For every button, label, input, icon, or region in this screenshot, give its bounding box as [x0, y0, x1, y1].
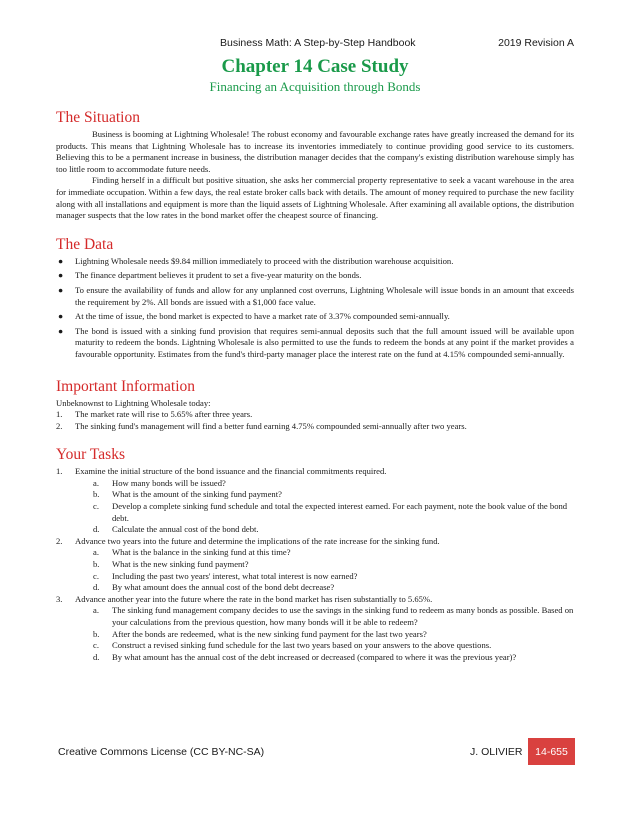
list-item	[56, 311, 574, 323]
bullet-icon: ●	[58, 255, 64, 266]
subtask-letter: a.	[93, 477, 99, 488]
subtask-letter: d.	[93, 651, 100, 662]
list-item-text: At the time of issue, the bond market is expected to have a market rate of 3.37% compounded semi-annually.	[75, 311, 450, 322]
list-item	[56, 409, 574, 421]
subtask-letter: a.	[93, 605, 99, 616]
list-item	[56, 326, 574, 361]
subtask-item	[93, 652, 574, 664]
running-header-book-title: Business Math: A Step-by-Step Handbook	[220, 37, 416, 49]
subtask-text: What is the amount of the sinking fund payment?	[112, 489, 282, 500]
item-number: 2.	[56, 535, 63, 546]
subtask-item	[93, 524, 574, 536]
list-item	[56, 285, 574, 308]
subtask-list	[75, 547, 574, 593]
subtask-letter: c.	[93, 640, 99, 651]
subtask-letter: b.	[93, 489, 100, 500]
subtask-letter: b.	[93, 628, 100, 639]
subtask-item	[93, 547, 574, 559]
subtask-letter: c.	[93, 501, 99, 512]
list-item	[56, 256, 574, 268]
subtask-letter: c.	[93, 570, 99, 581]
subtask-text: What is the balance in the sinking fund at this time?	[112, 547, 291, 558]
task-text: Advance another year into the future where the rate in the bond market has risen substantially to 5.65%.	[75, 593, 433, 604]
task-text: Examine the initial structure of the bond issuance and the financial commitments required.	[75, 466, 387, 477]
situation-heading: The Situation	[56, 109, 140, 126]
footer-author: J. OLIVIER	[470, 746, 523, 758]
item-number: 1.	[56, 466, 63, 477]
item-number: 2.	[56, 420, 63, 431]
subtask-letter: d.	[93, 582, 100, 593]
situation-paragraph-1: Business is booming at Lightning Wholesale! The robust economy and favourable exchange rates have greatly increased the demand for its products. This means that Lightning Wholesale has to increase its inventories immediately to continue providing good service to its customers. Believing this to be a permanent increase in business, the distribution manager decides that the company's existing distribution warehouse simply has too little room to accommodate future needs.	[56, 129, 574, 174]
document-body	[56, 105, 574, 663]
list-item-text: The market rate will rise to 5.65% after three years.	[75, 409, 253, 420]
tasks-list	[56, 466, 574, 663]
list-item	[56, 270, 574, 282]
list-item-text: The bond is issued with a sinking fund provision that requires semi-annual deposits such that the full amount issued will be available upon maturity to redeem the bonds. Lightning Wholesale is also permitted to use the funds to redeem the bonds at any point if the market provides a favourable opportunity. Estimates from the fund's third-party manager place the interest rate on the fund at 4.15% compounded semi-annually.	[75, 325, 574, 359]
data-bullet-list	[56, 256, 574, 361]
bullet-icon: ●	[58, 311, 64, 322]
bullet-icon: ●	[58, 270, 64, 281]
subtask-item	[93, 559, 574, 571]
subtask-item	[93, 629, 574, 641]
subtask-item	[93, 501, 574, 524]
bullet-icon: ●	[58, 284, 64, 295]
important-list	[56, 409, 574, 432]
subtask-item	[93, 478, 574, 490]
subtask-text: By what amount has the annual cost of the debt increased or decreased (compared to where it was the previous year)?	[112, 651, 517, 662]
important-heading: Important Information	[56, 377, 196, 395]
subtask-item	[93, 640, 574, 652]
list-item-text: The sinking fund's management will find a better fund earning 4.75% compounded semi-annually after two years.	[75, 420, 467, 431]
subtask-letter: a.	[93, 547, 99, 558]
page-title: Chapter 14 Case Study	[221, 56, 409, 77]
subtask-text: Calculate the annual cost of the bond debt.	[112, 524, 259, 535]
tasks-heading: Your Tasks	[56, 446, 125, 464]
subtask-item	[93, 582, 574, 594]
page-subtitle: Financing an Acquisition through Bonds	[209, 79, 421, 94]
bullet-icon: ●	[58, 325, 64, 336]
subtask-list	[75, 605, 574, 663]
subtask-text: What is the new sinking fund payment?	[112, 559, 249, 570]
list-item-text: To ensure the availability of funds and allow for any unplanned cost overruns, Lightning Wholesale will issue bonds in an amount that exceeds the requirement by 2%. All bonds are issued with a $1,000 face value.	[75, 284, 574, 307]
subtask-text: The sinking fund management company decides to use the savings in the sinking fund to redeem as many bonds as possible. Based on your calculations from the previous question, how many bonds will it be able to redeem?	[112, 605, 574, 627]
task-item	[56, 536, 574, 594]
subtask-text: Construct a revised sinking fund schedule for the last two years based on your answers to the above questions.	[112, 640, 492, 651]
list-item-text: The finance department believes it prudent to set a five-year maturity on the bonds.	[75, 270, 362, 281]
task-item	[56, 594, 574, 664]
subtask-list	[75, 478, 574, 536]
subtask-text: Including the past two years' interest, what total interest is now earned?	[112, 570, 358, 581]
subtask-item	[93, 489, 574, 501]
subtask-text: By what amount does the annual cost of the bond debt decrease?	[112, 582, 335, 593]
situation-paragraph-2: Finding herself in a difficult but positive situation, she asks her commercial property representative to seek a vacant warehouse in the area for immediate occupation. Within a few days, the real estate broker calls back with details. The amount of money required to purchase the new facility along with all installations and equipment is more than the liquid assets of Lightning Wholesale. After examining all available options, the distribution manager suspects that the low rates in the bond market offer the cheapest source of financing.	[56, 175, 574, 221]
subtask-text: After the bonds are redeemed, what is the new sinking fund payment for the last two years?	[112, 628, 427, 639]
subtask-item	[93, 571, 574, 583]
subtask-text: Develop a complete sinking fund schedule and total the expected interest earned. For each payment, note the book value of the bond debt.	[112, 501, 568, 523]
data-heading: The Data	[56, 235, 114, 253]
subtask-letter: b.	[93, 559, 100, 570]
page-number-badge: 14-655	[528, 738, 575, 765]
subtask-item	[93, 605, 574, 628]
running-header-revision: 2019 Revision A	[498, 37, 574, 49]
task-text: Advance two years into the future and determine the implications of the rate increase for the sinking fund.	[75, 535, 440, 546]
subtask-text: How many bonds will be issued?	[112, 477, 226, 488]
list-item-text: Lightning Wholesale needs $9.84 million immediately to proceed with the distribution warehouse acquisition.	[75, 255, 454, 266]
item-number: 1.	[56, 409, 63, 420]
task-item	[56, 466, 574, 536]
item-number: 3.	[56, 593, 63, 604]
footer-license: Creative Commons License (CC BY-NC-SA)	[58, 746, 265, 758]
subtask-letter: d.	[93, 524, 100, 535]
list-item	[56, 421, 574, 433]
important-intro: Unbeknownst to Lightning Wholesale today:	[56, 397, 211, 408]
